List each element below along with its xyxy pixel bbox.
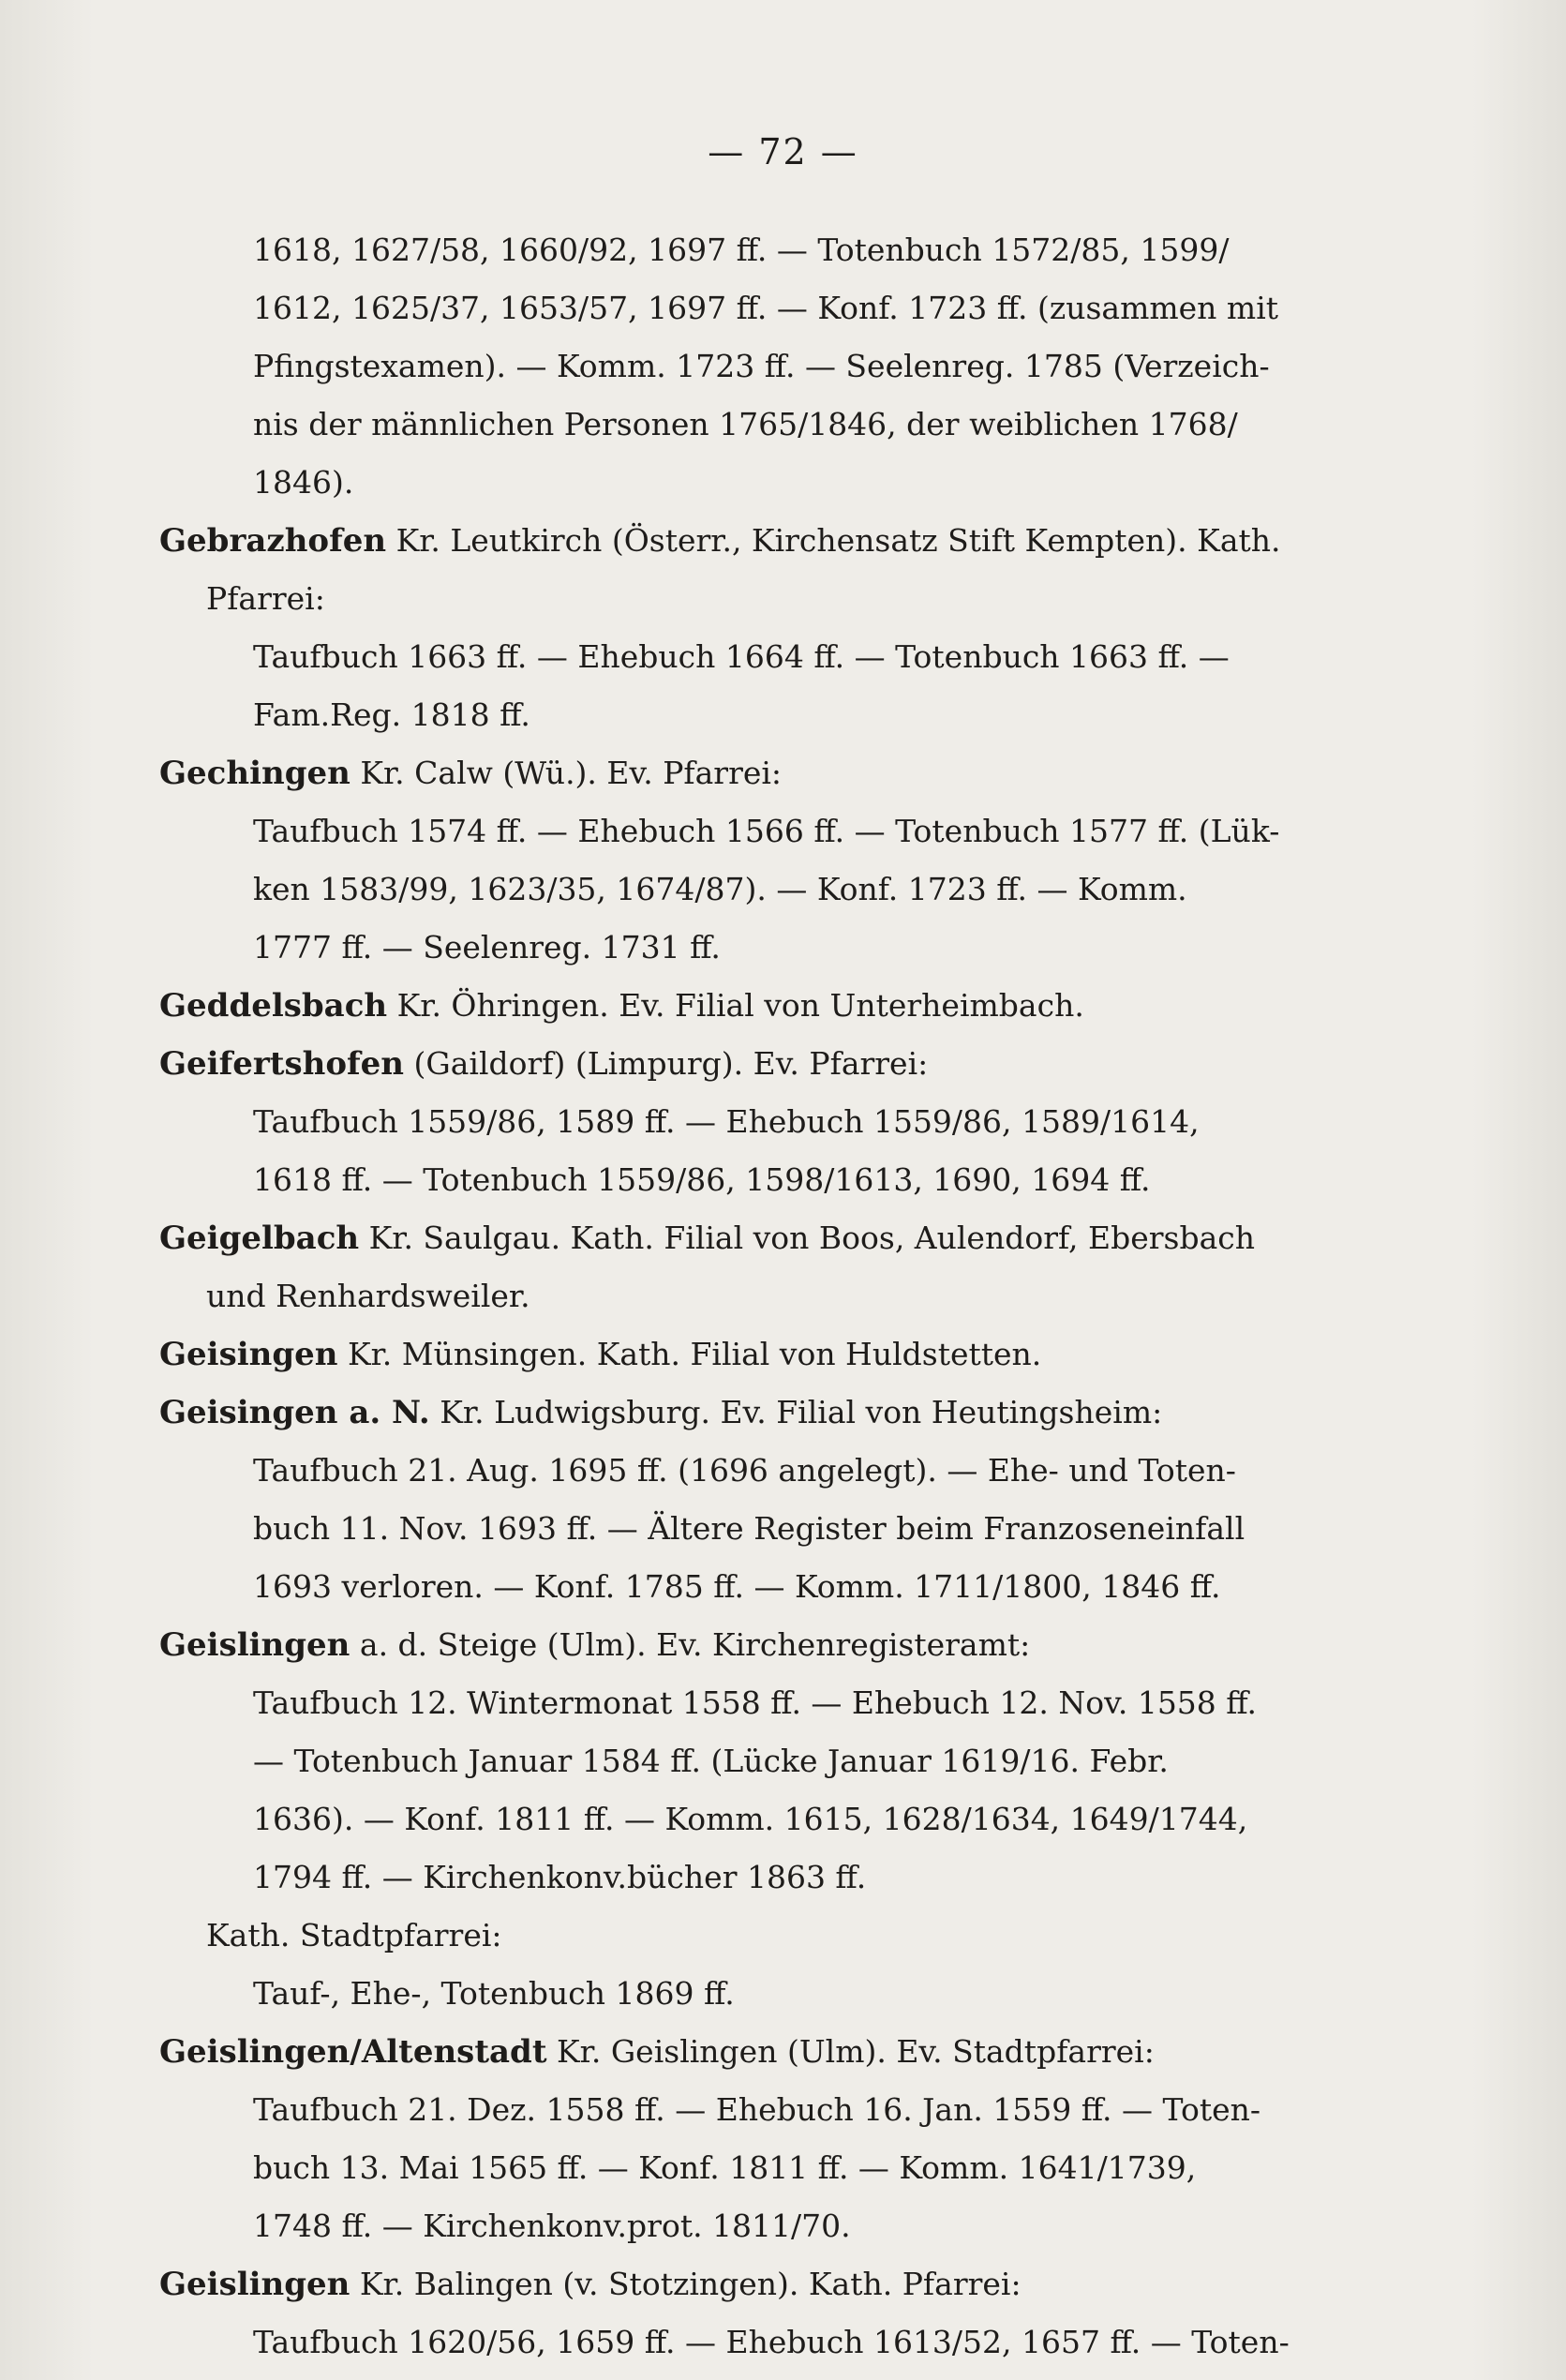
text-line — [159, 686, 1378, 744]
entry-heading: Geislingen/Altenstadt — [159, 2033, 547, 2071]
entry-line — [159, 977, 1378, 1035]
line-text: Kr. Öhringen. Ev. Filial von Unterheimbach. — [396, 987, 1084, 1024]
text-line — [159, 1849, 1378, 1907]
entry-heading: Geislingen — [159, 2266, 350, 2303]
text-line — [159, 1674, 1378, 1732]
line-text: 1794 ff. — Kirchenkonv.bücher 1863 ff. — [253, 1859, 867, 1895]
line-text: Pfarrei: — [206, 580, 325, 617]
line-text: 1748 ff. — Kirchenkonv.prot. 1811/70. — [253, 2208, 851, 2244]
line-text: (Gaildorf) (Limpurg). Ev. Pfarrei: — [413, 1045, 929, 1082]
text-line — [159, 1500, 1378, 1558]
text-line — [159, 570, 1378, 628]
text-line — [159, 1732, 1378, 1790]
line-text: nis der männlichen Personen 1765/1846, der weiblichen 1768/ — [253, 406, 1238, 442]
line-text: Pfingstexamen). — Komm. 1723 ff. — Seelenreg. 1785 (Verzeich- — [253, 348, 1270, 384]
line-text: — Totenbuch Januar 1584 ff. (Lücke Januar 1619/16. Febr. — [253, 1743, 1169, 1779]
entry-heading: Geddelsbach — [159, 987, 388, 1025]
line-text: Taufbuch 1620/56, 1659 ff. — Ehebuch 1613/52, 1657 ff. — Toten- — [253, 2324, 1290, 2360]
text-line — [159, 861, 1378, 919]
line-text: buch 11. Nov. 1693 ff. — Ältere Register beim Franzoseneinfall — [253, 1510, 1245, 1547]
line-text: Taufbuch 21. Dez. 1558 ff. — Ehebuch 16. Jan. 1559 ff. — Toten- — [253, 2091, 1261, 2128]
line-text: Kr. Leutkirch (Österr., Kirchensatz Stift Kempten). Kath. — [395, 522, 1281, 559]
text-line — [159, 1151, 1378, 1209]
line-text: 1846). — [253, 464, 354, 501]
line-text: 1618, 1627/58, 1660/92, 1697 ff. — Totenbuch 1572/85, 1599/ — [253, 232, 1230, 268]
text-line — [159, 279, 1378, 337]
line-text: Kr. Calw (Wü.). Ev. Pfarrei: — [360, 755, 783, 791]
page-number: — 72 — — [708, 131, 858, 172]
line-text: Kr. Geislingen (Ulm). Ev. Stadtpfarrei: — [557, 2033, 1155, 2070]
entry-heading: Geifertshofen — [159, 1045, 404, 1083]
entry-heading: Geislingen — [159, 1626, 350, 1664]
text-line — [159, 2313, 1378, 2372]
line-text: 1693 verloren. — Konf. 1785 ff. — Komm. 1711/1800, 1846 ff. — [253, 1568, 1221, 1605]
line-text: Kr. Ludwigsburg. Ev. Filial von Heutingsheim: — [440, 1394, 1163, 1430]
line-text: Fam.Reg. 1818 ff. — [253, 696, 530, 733]
text-line — [159, 396, 1378, 454]
text-line — [159, 1442, 1378, 1500]
text-line — [159, 919, 1378, 977]
text-line — [159, 1965, 1378, 2023]
line-text: 1636). — Konf. 1811 ff. — Komm. 1615, 1628/1634, 1649/1744, — [253, 1801, 1248, 1837]
register-text — [159, 221, 1378, 2372]
text-line — [159, 1267, 1378, 1325]
line-text: Kr. Saulgau. Kath. Filial von Boos, Aulendorf, Ebersbach — [368, 1220, 1255, 1256]
line-text: 1618 ff. — Totenbuch 1559/86, 1598/1613, 1690, 1694 ff. — [253, 1161, 1151, 1198]
entry-line — [159, 1325, 1378, 1384]
entry-heading: Gebrazhofen — [159, 522, 387, 560]
line-text: 1612, 1625/37, 1653/57, 1697 ff. — Konf. 1723 ff. (zusammen mit — [253, 290, 1279, 326]
entry-heading: Geisingen — [159, 1336, 338, 1373]
text-line — [159, 337, 1378, 396]
line-text: a. d. Steige (Ulm). Ev. Kirchenregisteramt: — [359, 1626, 1031, 1663]
entry-heading: Geigelbach — [159, 1220, 360, 1257]
text-line — [159, 1907, 1378, 1965]
text-line — [159, 454, 1378, 512]
line-text: buch 13. Mai 1565 ff. — Konf. 1811 ff. — Komm. 1641/1739, — [253, 2149, 1197, 2186]
entry-line — [159, 1209, 1378, 1267]
entry-line — [159, 1616, 1378, 1674]
entry-heading: Geisingen a. N. — [159, 1394, 430, 1431]
line-text: Kr. Münsingen. Kath. Filial von Huldstetten. — [348, 1336, 1042, 1372]
text-line — [159, 1558, 1378, 1616]
line-text: Tauf-, Ehe-, Totenbuch 1869 ff. — [253, 1975, 735, 2012]
entry-heading: Gechingen — [159, 755, 350, 792]
text-line — [159, 802, 1378, 861]
text-line — [159, 1093, 1378, 1151]
line-text: Kr. Balingen (v. Stotzingen). Kath. Pfarrei: — [359, 2266, 1022, 2302]
text-line — [159, 1790, 1378, 1849]
line-text: Kath. Stadtpfarrei: — [206, 1917, 502, 1953]
line-text: Taufbuch 1559/86, 1589 ff. — Ehebuch 1559/86, 1589/1614, — [253, 1103, 1200, 1140]
text-line — [159, 2197, 1378, 2255]
line-text: Taufbuch 12. Wintermonat 1558 ff. — Ehebuch 12. Nov. 1558 ff. — [253, 1684, 1258, 1721]
entry-line — [159, 512, 1378, 570]
text-line — [159, 2139, 1378, 2197]
line-text: Taufbuch 1663 ff. — Ehebuch 1664 ff. — Totenbuch 1663 ff. — — [253, 638, 1230, 675]
text-line — [159, 2081, 1378, 2139]
line-text: ken 1583/99, 1623/35, 1674/87). — Konf. 1723 ff. — Komm. — [253, 871, 1187, 907]
line-text: 1777 ff. — Seelenreg. 1731 ff. — [253, 929, 721, 965]
entry-line — [159, 1384, 1378, 1442]
entry-line — [159, 1035, 1378, 1093]
entry-line — [159, 2255, 1378, 2313]
entry-line — [159, 2023, 1378, 2081]
entry-line — [159, 744, 1378, 802]
line-text: und Renhardsweiler. — [206, 1278, 530, 1314]
line-text: Taufbuch 1574 ff. — Ehebuch 1566 ff. — Totenbuch 1577 ff. (Lük- — [253, 813, 1280, 849]
line-text: Taufbuch 21. Aug. 1695 ff. (1696 angelegt). — Ehe- und Toten- — [253, 1452, 1236, 1489]
text-line — [159, 221, 1378, 279]
text-line — [159, 628, 1378, 686]
